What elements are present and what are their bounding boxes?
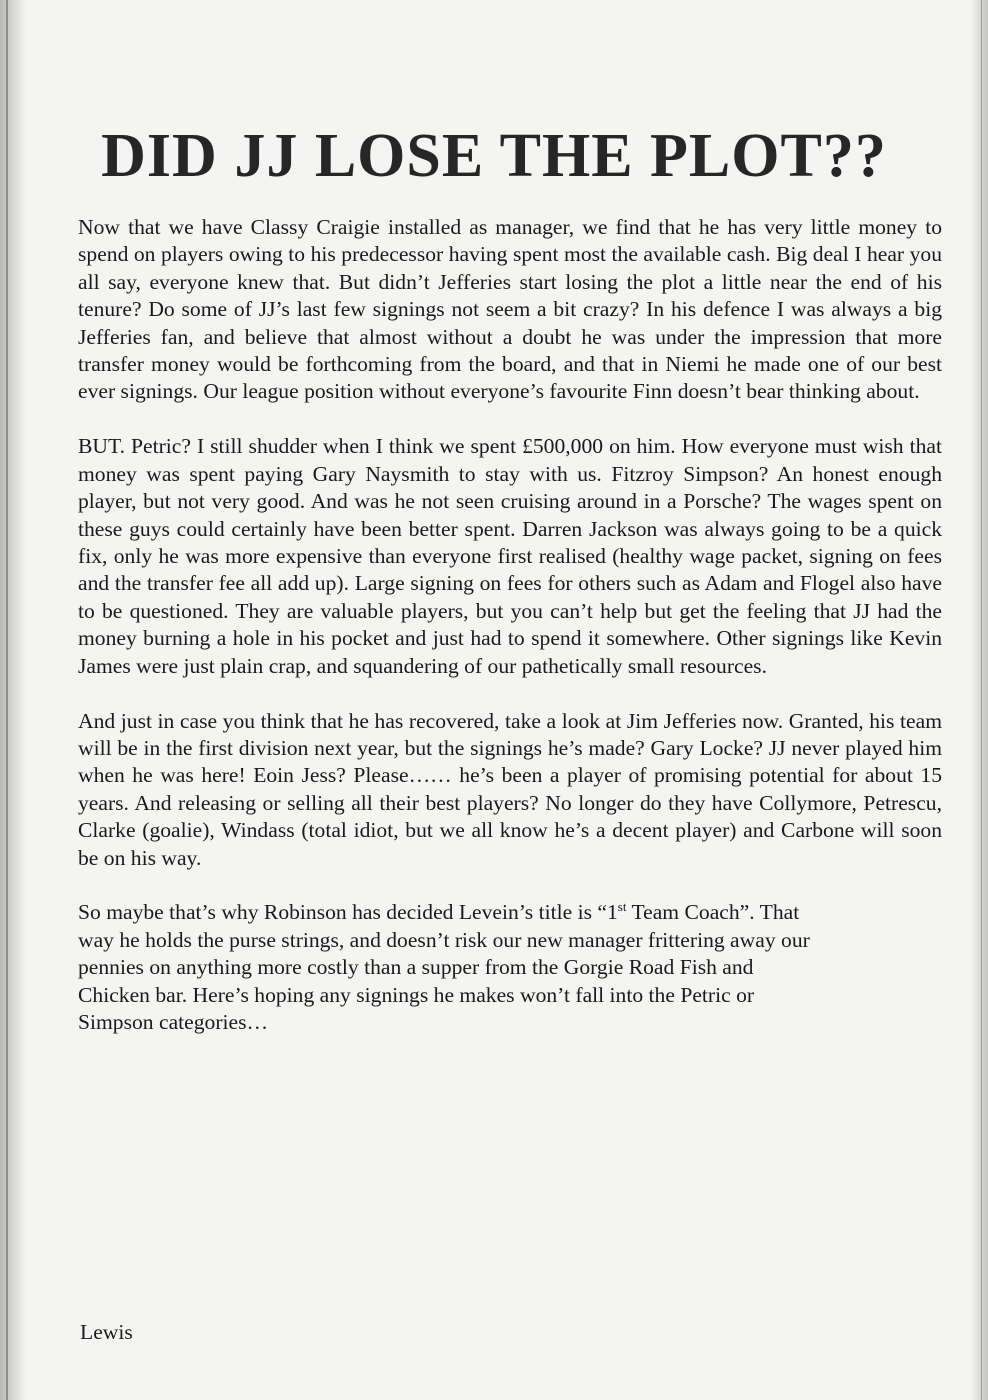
- paragraph-line: So maybe that’s why Robinson has decided Levein’s title is “1st Team Coach”. That: [78, 899, 800, 925]
- article-paragraph-2: BUT. Petric? I still shudder when I think we spent £500,000 on him. How everyone must wish that money was spent paying Gary Naysmith to stay with us. Fitzroy Simpson? An honest enough player, but not very good. And was he not seen cruising around in a Porsche? The wages spent on these guys could certainly have been better spent. Darren Jackson was always going to be a quick fix, only he was more expensive than everyone first realised (healthy wage packet, signing on fees and the transfer fee all add up). Large signing on fees for others such as Adam and Flogel also have to be questioned. They are valuable players, but you can’t help but get the feeling that JJ had the money burning a hole in his pocket and just had to spend it somewhere. Other signings like Kevin James were just plain crap, and squandering of our pathetically small resources.: [78, 434, 942, 678]
- article-body: [78, 214, 942, 1036]
- article-paragraph-4: [78, 899, 942, 1036]
- article-title: DID JJ LOSE THE PLOT??: [101, 122, 887, 190]
- paragraph-line: pennies on anything more costly than a supper from the Gorgie Road Fish and: [78, 955, 754, 980]
- page-spine-shadow: [0, 0, 26, 1400]
- article-paragraph-3: And just in case you think that he has recovered, take a look at Jim Jefferies now. Granted, his team will be in the first division next year, but the signings he’s made? Gary Locke? JJ never played him when he was here! Eoin Jess? Please…… he’s been a player of promising potential for about 15 years. And releasing or selling all their best players? No longer do they have Collymore, Petrescu, Clarke (goalie), Windass (total idiot, but we all know he’s a decent player) and Carbone will soon be on his way.: [78, 708, 942, 870]
- paragraph-line: Chicken bar. Here’s hoping any signings he makes won’t fall into the Petric or: [78, 982, 755, 1007]
- paragraph-line: way he holds the purse strings, and doesn’t risk our new manager frittering away our: [78, 927, 810, 952]
- ordinal-suffix: st: [617, 899, 627, 915]
- article-paragraph-1: Now that we have Classy Craigie installed as manager, we find that he has very little money to spend on players owing to his predecessor having spent most the available cash. Big deal I hear you all say, everyone knew that. But didn’t Jefferies start losing the plot a little near the end of his tenure? Do some of JJ’s last few signings not seem a bit crazy? In his defence I was always a big Jefferies fan, and believe that almost without a doubt he was under the impression that more transfer money would be forthcoming from the board, and that in Niemi he made one of our best ever signings. Our league position without everyone’s favourite Finn doesn’t bear thinking about.: [78, 215, 942, 404]
- paragraph-line: Simpson categories…: [78, 1010, 269, 1035]
- article-author: Lewis: [80, 1320, 133, 1344]
- page-edge-shadow: [970, 0, 988, 1400]
